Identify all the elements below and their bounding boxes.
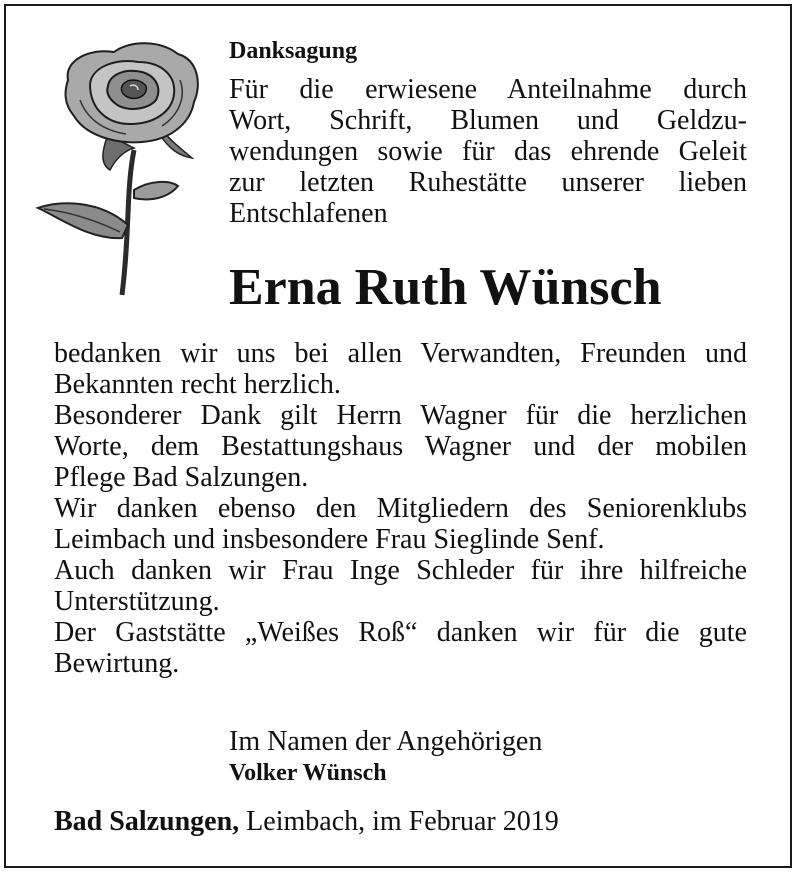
place-date-line [54,806,559,837]
signature-lead: Im Namen der Angehörigen [229,726,543,757]
signature-name: Volker Wünsch [229,760,387,786]
intro-line: zur letzten Ruhestätte unserer lieben [229,167,747,198]
body-line: Pflege Bad Salzungen. [54,462,309,493]
body-line: Unterstützung. [54,586,220,617]
intro-line: Wort, Schrift, Blumen und Geldzu- [229,105,747,136]
place-date: Leimbach, im Februar 2019 [239,806,559,837]
intro-line: Entschlafenen [229,198,388,229]
intro-line: Für die erwiesene Anteilnahme durch [229,74,747,105]
place-name: Bad Salzungen, [54,806,240,837]
body-line: Bewirtung. [54,648,180,679]
notice-heading: Danksagung [229,38,358,64]
body-line: Der Gaststätte „Weißes Roß“ danken wir für die gute [54,617,747,648]
body-paragraph [54,338,747,679]
intro-line: wendungen sowie für das ehrende Geleit [229,136,747,167]
body-line: Wir danken ebenso den Mitgliedern des Seniorenklubs [54,493,747,524]
rose-icon [30,40,210,300]
body-line: Worte, dem Bestattungshaus Wagner und der mobilen [54,431,747,462]
deceased-name: Erna Ruth Wünsch [229,259,662,316]
body-line: bedanken wir uns bei allen Verwandten, Freunden und [54,338,747,369]
body-line: Bekannten recht herzlich. [54,369,341,400]
body-line: Besonderer Dank gilt Herrn Wagner für die herzlichen [54,400,747,431]
intro-paragraph [229,74,747,229]
body-line: Leimbach und insbesondere Frau Sieglinde Senf. [54,524,605,555]
body-line: Auch danken wir Frau Inge Schleder für ihre hilfreiche [54,555,747,586]
